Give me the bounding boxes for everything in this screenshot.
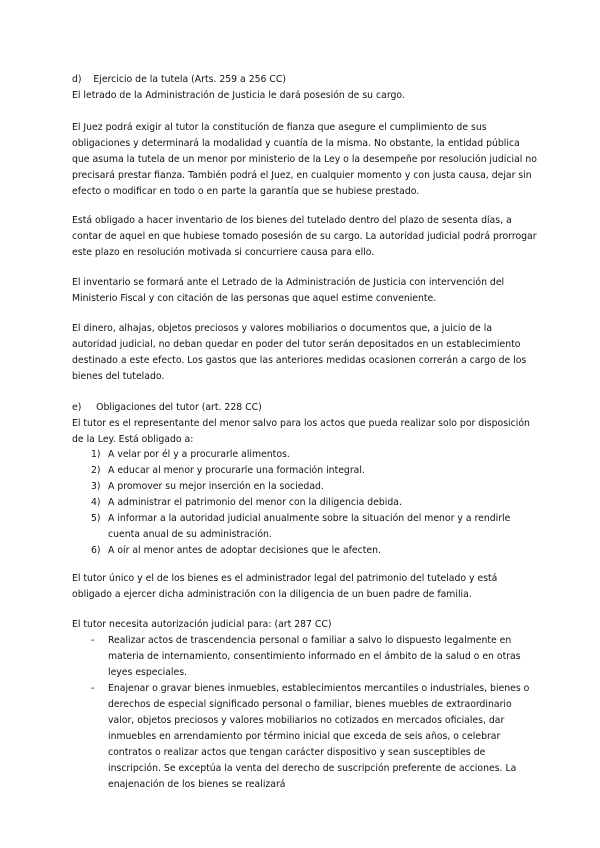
list-item (72, 681, 537, 793)
paragraph-inventario-plazo: Está obligado a hacer inventario de los bienes del tutelado dentro del plazo de sesenta días, a contar de aquel en que hubiese tomado posesión de su cargo. La autoridad judicial podrá prorrogar este plazo en resolución motivada si concurriere causa para ello. (72, 215, 537, 258)
list-item-number: 5) (91, 513, 101, 524)
section-d-title: Ejercicio de la tutela (Arts. 259 a 256 CC) (93, 74, 287, 85)
list-item-number: 1) (91, 449, 101, 460)
list-item (72, 479, 537, 495)
paragraph-deposito: El dinero, alhajas, objetos preciosos y valores mobiliarios o documentos que, a juicio de la autoridad judicial, no deban quedar en poder del tutor serán depositados en un establecimiento destinado a este efecto. Los gastos que las anteriores medidas ocasionen correrán a cargo de los bienes del tutelado. (72, 323, 527, 382)
list-item-text: A administrar el patrimonio del menor con la diligencia debida. (108, 497, 402, 508)
list-item-number: 6) (91, 545, 101, 556)
authorization-list (72, 633, 537, 793)
list-item-number: 3) (91, 481, 101, 492)
list-item-text: A velar por él y a procurarle alimentos. (108, 449, 290, 460)
list-item-number: 2) (91, 465, 101, 476)
list-item-text: Realizar actos de trascendencia personal o familiar a salvo lo dispuesto legalmente en materia de internamiento, consentimiento informado en el ámbito de la salud o en otras leyes especiales. (108, 635, 521, 678)
list-item-text: A informar a la autoridad judicial anualmente sobre la situación del menor y a rendirle cuenta anual de su administración. (108, 513, 511, 540)
list-item (72, 633, 537, 681)
paragraph-fianza: El Juez podrá exigir al tutor la constitución de fianza que asegure el cumplimiento de sus obligaciones y determinará la modalidad y cuantía de la misma. No obstante, la entidad pública que asuma la tutela de un menor por ministerio de la Ley o la desempeñe por resolución judicial no precisará prestar fianza. También podrá el Juez, en cualquier momento y con justa causa, dejar sin efecto o modificar en todo o en parte la garantía que se hubiese prestado. (72, 122, 537, 197)
list-item-text: A oír al menor antes de adoptar decisiones que le afecten. (108, 545, 381, 556)
list-item (72, 447, 537, 463)
authorization-intro: El tutor necesita autorización judicial para: (art 287 CC) (72, 619, 332, 630)
list-item (72, 495, 537, 511)
list-item (72, 463, 537, 479)
section-e-label: e) (72, 402, 82, 413)
list-item-text: A educar al menor y procurarle una formación integral. (108, 465, 365, 476)
list-item-text: A promover su mejor inserción en la sociedad. (108, 481, 324, 492)
section-e-title: Obligaciones del tutor (art. 228 CC) (96, 402, 262, 413)
list-bullet: - (91, 635, 95, 646)
list-bullet: - (91, 683, 95, 694)
paragraph-administrador: El tutor único y el de los bienes es el administrador legal del patrimonio del tutelado y está obligado a ejercer dicha administración con la diligencia de un buen padre de familia. (72, 573, 498, 600)
section-e-heading (72, 400, 537, 416)
paragraph-inventario-letrado: El inventario se formará ante el Letrado de la Administración de Justicia con intervención del Ministerio Fiscal y con citación de las personas que aquel estime conveniente. (72, 277, 505, 304)
list-item (72, 511, 537, 543)
list-item (72, 543, 537, 559)
section-d-label: d) (72, 74, 82, 85)
list-item-text: Enajenar o gravar bienes inmuebles, establecimientos mercantiles o industriales, bienes o derechos de especial significado personal o familiar, bienes muebles de extraordinario valor, objetos preciosos y valores mobiliarios no cotizados en mercados oficiales, dar inmuebles en arrendamiento por término inicial que exceda de seis años, o celebrar contratos o realizar actos que tengan carácter dispositivo y sean susceptibles de inscripción. Se exceptúa la venta del derecho de suscripción preferente de acciones. La enajenación de los bienes se realizará (108, 683, 530, 790)
section-d-heading (72, 72, 537, 88)
obligations-list (72, 447, 537, 559)
section-d-line1: El letrado de la Administración de Justicia le dará posesión de su cargo. (72, 90, 405, 101)
section-e-intro: El tutor es el representante del menor salvo para los actos que pueda realizar solo por disposición de la Ley. Está obligado a: (72, 418, 530, 445)
list-item-number: 4) (91, 497, 101, 508)
